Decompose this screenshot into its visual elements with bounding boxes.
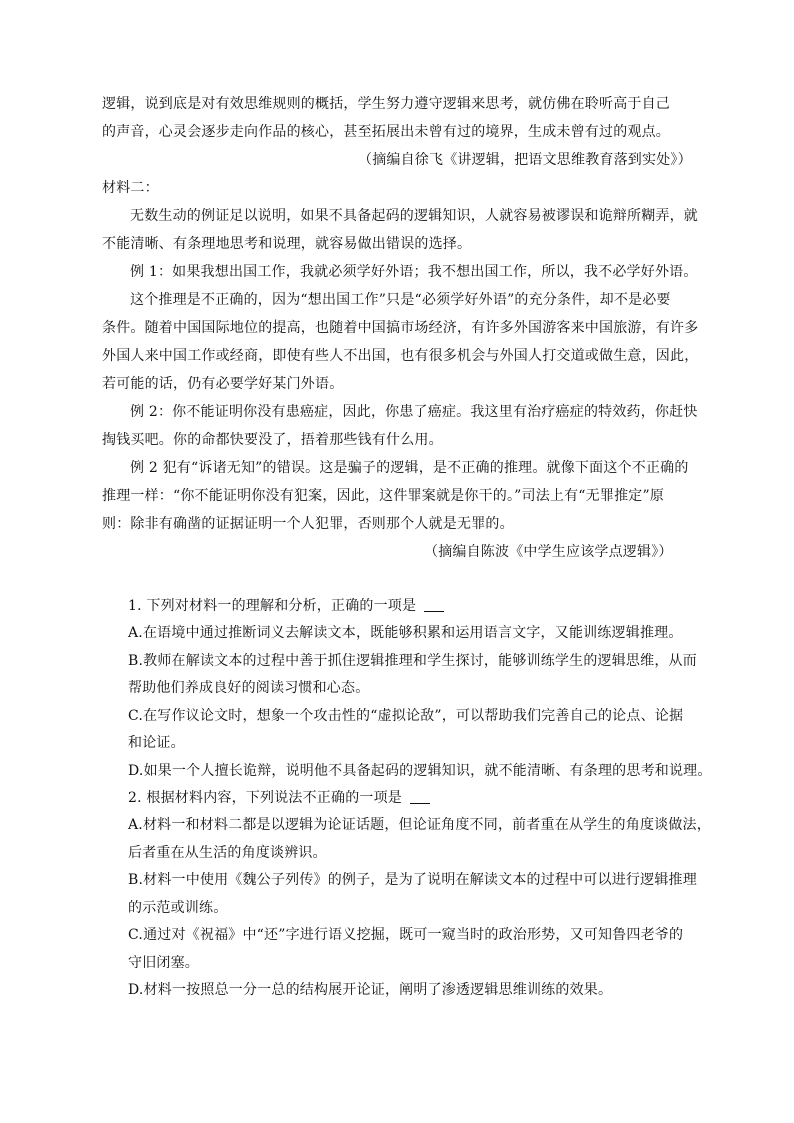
material2-source: （摘编自陈波《中学生应该学点逻辑》）: [424, 544, 673, 560]
question-1-stem: [128, 596, 444, 616]
material2-para2-line1: 这个推理是不正确的，因为“想出国工作”只是“必须学好外语”的充分条件，却不是必要: [130, 292, 671, 308]
material2-example2-line2: 掏钱买吧。你的命都快要没了，捂着那些钱有什么用。: [102, 432, 443, 448]
q1-option-b-line2: 帮助他们养成良好的阅读习惯和心态。: [128, 680, 370, 696]
question-2-stem: [128, 788, 430, 808]
material1-line1: 逻辑，说到底是对有效思维规则的概括，学生努力遵守逻辑来思考，就仿佛在聆听高于自己: [102, 96, 670, 112]
q1-option-c-line1: C.在写作议论文时，想象一个攻击性的“虚拟论敌”，可以帮助我们完善自己的论点、论据: [128, 708, 684, 724]
answer-blank-2[interactable]: [410, 791, 430, 804]
q2-option-c-line2: 守旧闭塞。: [128, 955, 199, 971]
material2-para3-line2: 推理一样：“你不能证明你没有犯案，因此，这件罪案就是你干的。”司法上有“无罪推定”原: [102, 488, 665, 504]
material1-source: （摘编自徐飞《讲逻辑，把语文思维教育落到实处》）: [358, 152, 692, 168]
q1-option-a: A.在语境中通过推断词义去解读文本，既能够积累和运用语言文字，又能训练逻辑推理。: [128, 625, 683, 641]
material2-para2-line3: 外国人来中国工作或经商，即使有些人不出国，也有很多机会与外国人打交道或做生意，因此，: [102, 348, 699, 364]
q2-option-b-line2: 的示范或训练。: [128, 900, 228, 916]
q2-option-c-line1: C.通过对《祝福》中“还”字进行语义挖掘，既可一窥当时的政治形势，又可知鲁四老爷的: [128, 927, 684, 943]
q2-option-a-line1: A.材料一和材料二都是以逻辑为论证话题，但论证角度不同，前者重在从学生的角度谈做法，: [128, 817, 711, 833]
answer-blank-1[interactable]: [424, 599, 444, 612]
material2-para3-line3: 则：除非有确凿的证据证明一个人犯罪，否则那个人就是无罪的。: [102, 516, 514, 532]
question-2-text: 2. 根据材料内容，下列说法不正确的一项是: [128, 790, 403, 806]
material2-para2-line4: 若可能的话，仍有必要学好某门外语。: [102, 376, 344, 392]
q1-option-c-line2: 和论证。: [128, 735, 185, 751]
question-1-text: 1. 下列对材料一的理解和分析，正确的一项是: [128, 598, 417, 614]
q1-option-b-line1: B.教师在解读文本的过程中善于抓住逻辑推理和学生探讨，能够训练学生的逻辑思维，从而: [128, 653, 697, 669]
material2-heading: 材料二：: [102, 180, 159, 196]
q1-option-d: D.如果一个人擅长诡辩，说明他不具备起码的逻辑知识，就不能清晰、有条理的思考和说理。: [128, 763, 712, 779]
material2-para1-line1: 无数生动的例证足以说明，如果不具备起码的逻辑知识，人就容易被谬误和诡辩所糊弄，就: [130, 208, 698, 224]
q2-option-d: D.材料一按照总一分一总的结构展开论证，阐明了渗透逻辑思维训练的效果。: [128, 982, 613, 998]
material2-example2-line1: 例 2：你不能证明你没有患癌症，因此，你患了癌症。我这里有治疗癌症的特效药，你赶快: [130, 404, 698, 420]
material2-para2-line2: 条件。随着中国国际地位的提高，也随着中国搞市场经济，有许多外国游客来中国旅游，有许多: [102, 320, 699, 336]
q2-option-b-line1: B.材料一中使用《魏公子列传》的例子，是为了说明在解读文本的过程中可以进行逻辑推理: [128, 872, 697, 888]
material1-line2: 的声音，心灵会逐步走向作品的核心，甚至拓展出未曾有过的境界，生成未曾有过的观点。: [102, 124, 670, 140]
material2-para3-line1: 例 2 犯有“诉诸无知”的错误。这是骗子的逻辑，是不正确的推理。就像下面这个不正确的: [130, 460, 689, 476]
q2-option-a-line2: 后者重在从生活的角度谈辨识。: [128, 845, 327, 861]
material2-para1-line2: 不能清晰、有条理地思考和说理，就容易做出错误的选择。: [102, 236, 472, 252]
material2-example1: 例 1：如果我想出国工作，我就必须学好外语；我不想出国工作，所以，我不必学好外语。: [130, 264, 698, 280]
